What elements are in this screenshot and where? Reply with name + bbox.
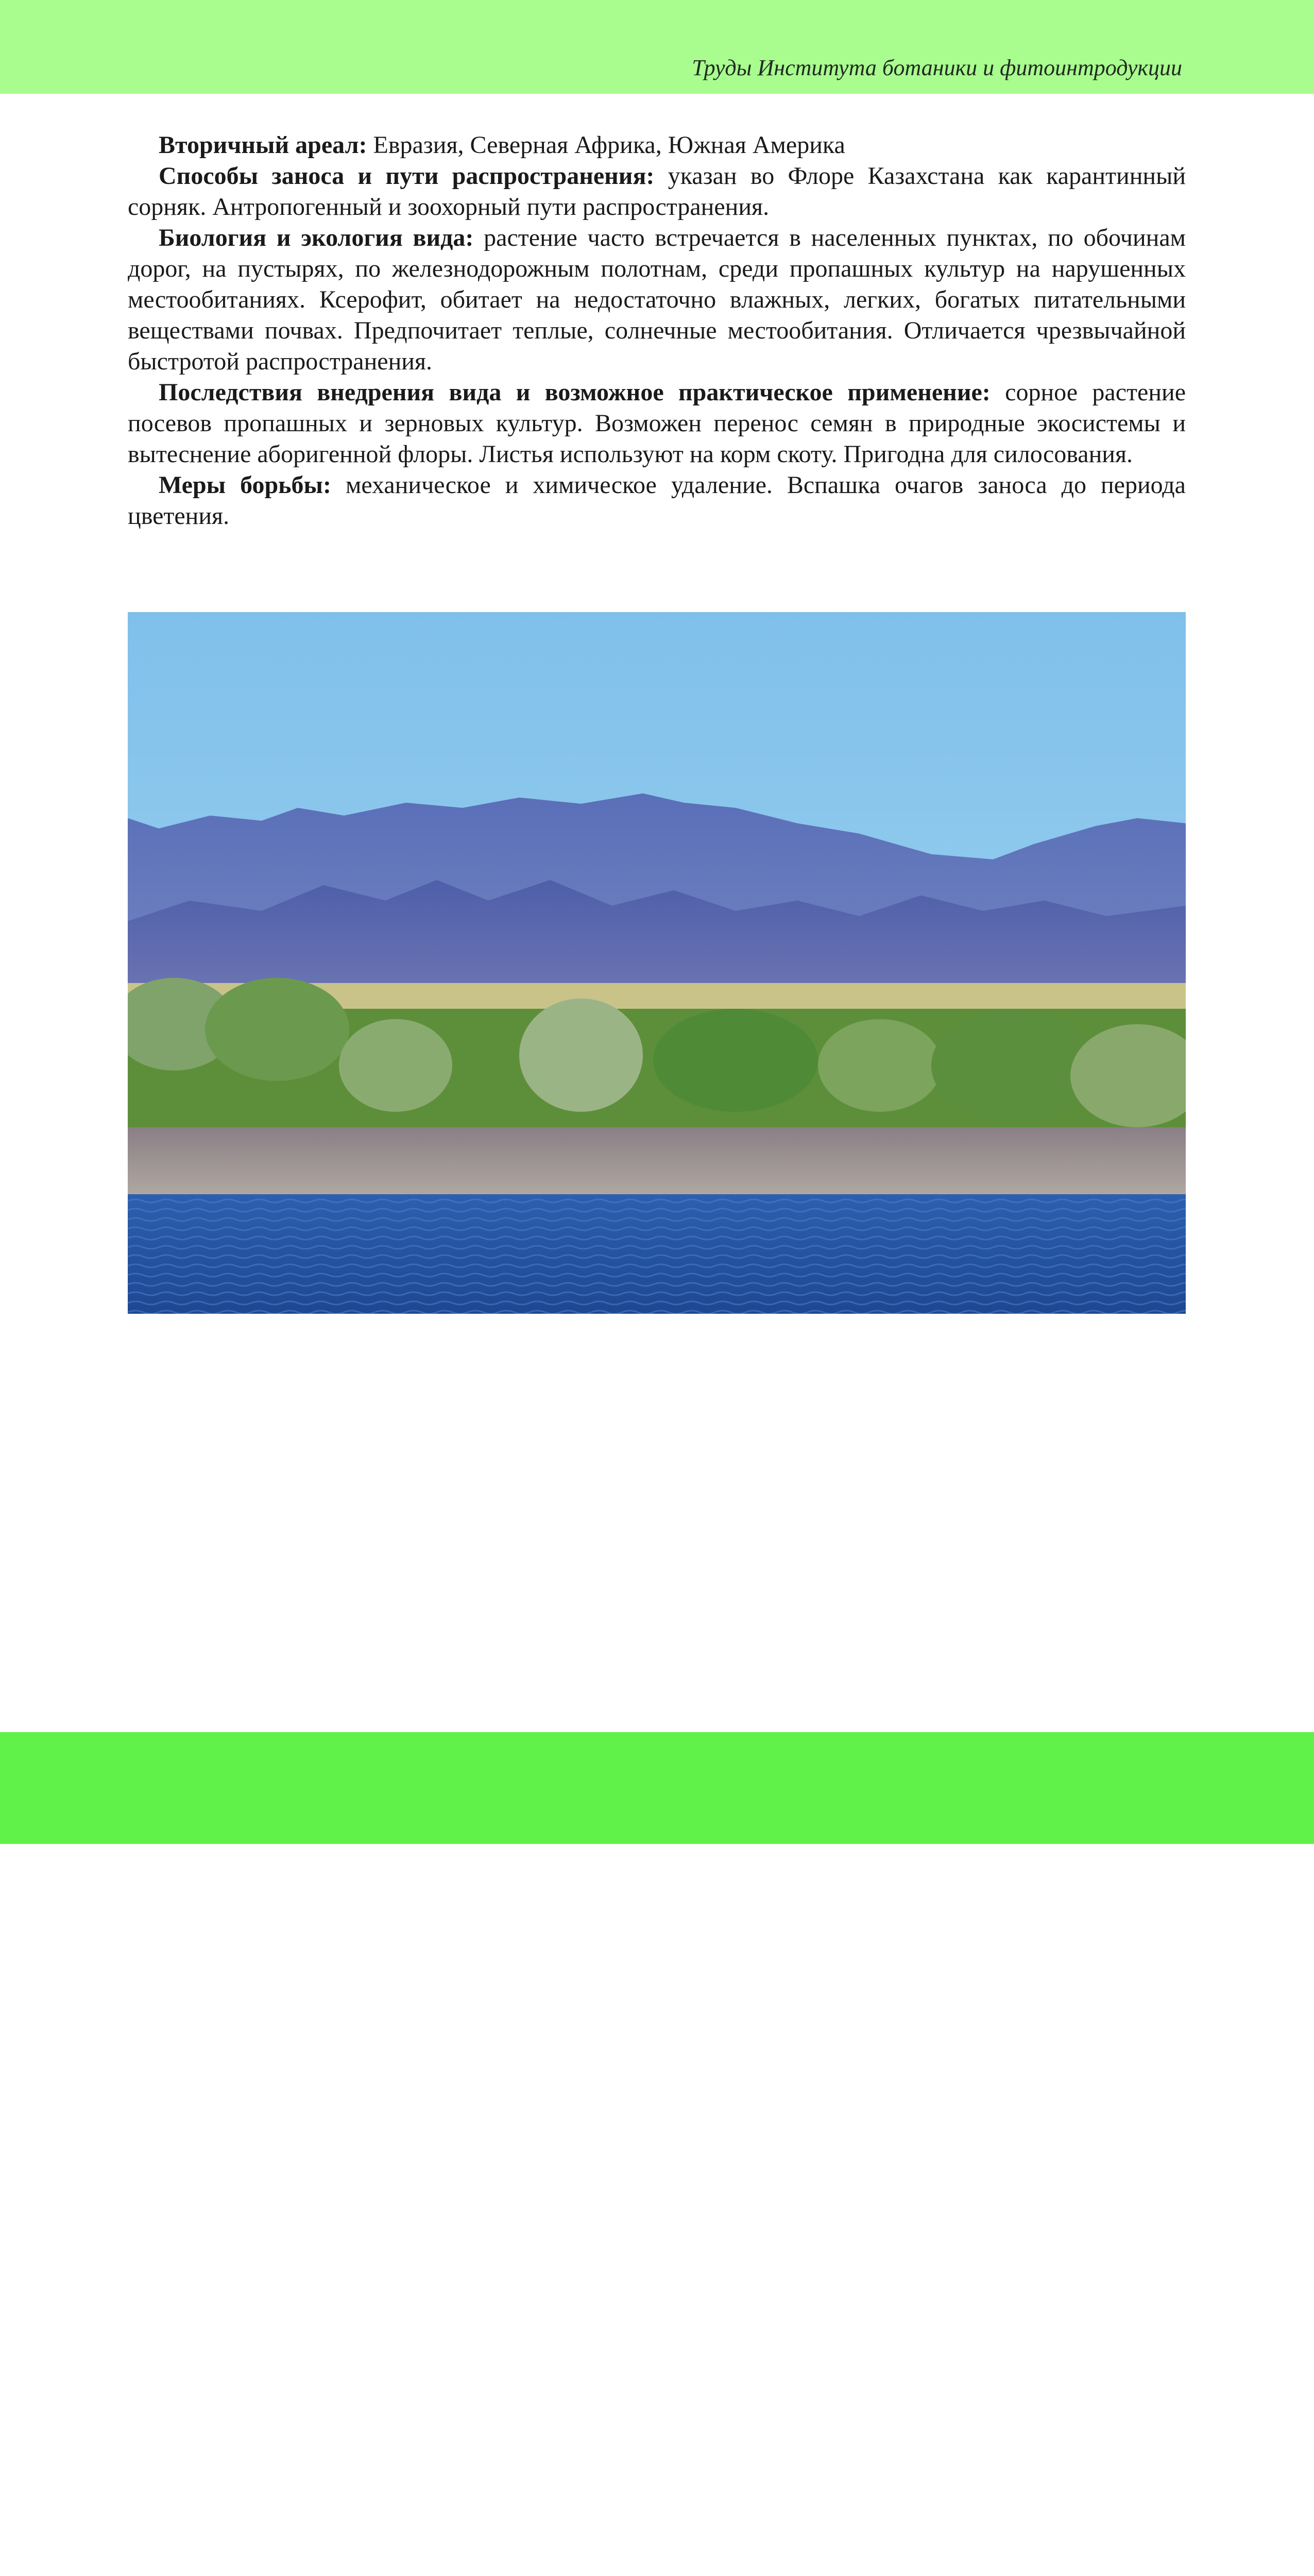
footer-band — [0, 1732, 1314, 1844]
paragraph-label: Меры борьбы: — [159, 471, 332, 499]
journal-title: Труды Института ботаники и фитоинтродукции — [692, 55, 1182, 80]
paragraph-label: Биология и экология вида: — [159, 224, 474, 251]
paragraph-text: указан во Флоре Казахстана как карантинный сорняк. Антропогенный и зоохорный пути распространения. — [128, 162, 1186, 221]
landscape-photo — [128, 612, 1186, 1314]
paragraph-label: Способы заноса и пути распространения: — [159, 162, 655, 190]
paragraph-label: Вторичный ареал: — [159, 131, 367, 159]
paragraph-text: Евразия, Северная Африка, Южная Америка — [367, 131, 845, 159]
paragraph-introduction-pathways — [128, 161, 1186, 223]
paragraph-text: сорное растение посевов пропашных и зерновых культур. Возможен перенос семян в природные экосистемы и вытеснение аборигенной флоры. Листья используют на корм скоту. Пригодна для силосования. — [128, 379, 1186, 468]
paragraph-text: растение часто встречается в населенных пунктах, по обочинам дорог, на пустырях, по железнодорожным полотнам, среди пропашных культур на нарушенных местообитаниях. Ксерофит, обитает на недостаточно влажных, легких, богатых питательными веществами почвах. Предпочитает теплые, солнечные местообитания. Отличается чрезвычайной быстротой распространения. — [128, 224, 1186, 375]
paragraph-text: механическое и химическое удаление. Вспашка очагов заноса до периода цветения. — [128, 471, 1186, 530]
paragraph-biology-ecology — [128, 223, 1186, 377]
paragraph-label: Последствия внедрения вида и возможное практическое применение: — [159, 379, 991, 406]
article-body — [128, 130, 1186, 532]
paragraph-consequences — [128, 377, 1186, 470]
paragraph-secondary-range — [128, 130, 1186, 161]
header-band — [0, 0, 1314, 94]
paragraph-control-measures — [128, 470, 1186, 532]
